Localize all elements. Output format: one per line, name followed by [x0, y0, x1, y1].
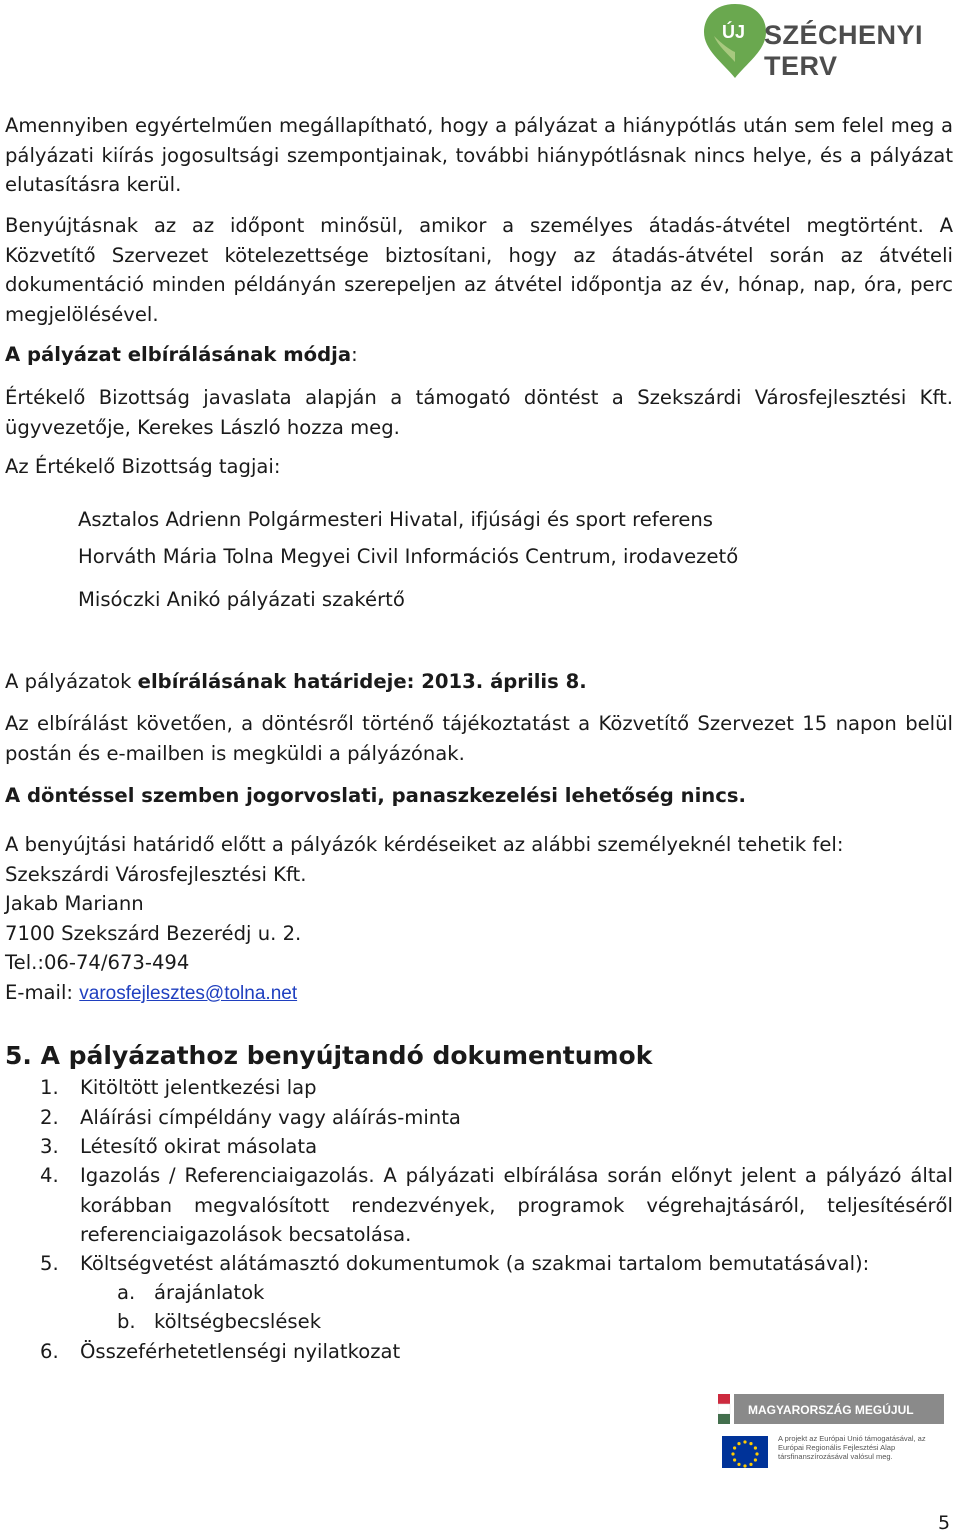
paragraph-notification: Az elbírálást követően, a döntésről történő tájékoztatást a Közvetítő Szervezet 15 napon belül postán és e-mailben is megküldi a pályázónak.: [5, 712, 953, 765]
list-item-text: Aláírási címpéldány vagy aláírás-minta: [80, 1106, 461, 1129]
logo-uj-text: ÚJ: [722, 22, 746, 42]
contact-email-link[interactable]: varosfejlesztes@tolna.net: [79, 983, 298, 1004]
list-item-number: 6.: [40, 1340, 59, 1363]
contact-email-label: E-mail:: [5, 981, 80, 1004]
list-item-text: Kitöltött jelentkezési lap: [80, 1076, 317, 1099]
page-number: 5: [938, 1512, 951, 1534]
evaluation-deadline: [5, 667, 953, 697]
contact-email-line: [5, 978, 953, 1009]
contact-name: Jakab Mariann: [5, 892, 144, 915]
paragraph-committee-members-label: Az Értékelő Bizottság tagjai:: [5, 455, 281, 478]
committee-member: Asztalos Adrienn Polgármesteri Hivatal, ifjúsági és sport referens: [78, 508, 714, 531]
contact-organization: Szekszárdi Városfejlesztési Kft.: [5, 863, 307, 886]
paragraph-submission-time: Benyújtásnak az az időpont minősül, amikor a személyes átadás-átvétel megtörtént. A Közvetítő Szervezet kötelezettsége biztosítani, hogy az átadás-átvétel során az átvételi dokumentáció minden példányán szerepeljen az átvétel időpontja az év, hónap, nap, óra, perc megjelölésével.: [5, 214, 953, 326]
sub-list-item-text: árajánlatok: [154, 1281, 265, 1304]
committee-member: Misóczki Anikó pályázati szakértő: [78, 588, 405, 611]
list-item-text: Létesítő okirat másolata: [80, 1135, 318, 1158]
list-item-text: Összeférhetetlenségi nyilatkozat: [80, 1340, 401, 1363]
list-item-number: 5.: [40, 1252, 59, 1275]
list-item-text: Igazolás / Referenciaigazolás. A pályázati elbírálása során előnyt jelent a pályázó által korábban megvalósított rendezvények, programok végrehajtásáról, teljesítéséről referenciaigazolások becsatolása.: [80, 1164, 953, 1246]
paragraph-missing-documents: Amennyiben egyértelműen megállapítható, hogy a pályázat a hiánypótlás után sem felel meg a pályázati kiírás jogosultsági szempontjainak, további hiánypótlásnak nincs helye, és a pályázat elutasításra kerül.: [5, 114, 953, 196]
list-item-text: Költségvetést alátámasztó dokumentumok (a szakmai tartalom bemutatásával):: [80, 1252, 870, 1275]
sub-list-item-letter: b.: [117, 1310, 136, 1333]
deadline-date: elbírálásának határideje: 2013. április 8.: [137, 670, 587, 693]
sub-list-item-letter: a.: [117, 1281, 136, 1304]
committee-member: Horváth Mária Tolna Megyei Civil Információs Centrum, irodavezető: [78, 545, 739, 568]
heading-colon: :: [351, 343, 358, 366]
section-5-heading: 5. A pályázathoz benyújtandó dokumentumok: [5, 1041, 653, 1070]
contact-address: 7100 Szekszárd Bezerédj u. 2.: [5, 922, 302, 945]
paragraph-decision: Értékelő Bizottság javaslata alapján a támogató döntést a Szekszárdi Városfejlesztési Kft. ügyvezetője, Kerekes László hozza meg.: [5, 386, 953, 439]
deadline-prefix: A pályázatok: [5, 670, 138, 693]
logo-title: SZÉCHENYI TERV: [764, 20, 924, 81]
eu-funding-text: A projekt az Európai Unió támogatásával, az Európai Regionális Fejlesztési Alap társfinanszírozásával valósul meg.: [778, 1434, 926, 1461]
paragraph-no-appeal: A döntéssel szemben jogorvoslati, panaszkezelési lehetőség nincs.: [5, 784, 746, 807]
contact-intro: A benyújtási határidő előtt a pályázók kérdéseiket az alábbi személyeknél tehetik fel:: [5, 833, 844, 856]
heading-evaluation-mode-text: A pályázat elbírálásának módja: [5, 343, 352, 366]
list-item-number: 2.: [40, 1106, 59, 1129]
contact-phone: Tel.:06-74/673-494: [5, 951, 190, 974]
list-item-number: 4.: [40, 1164, 59, 1187]
banner-text: MAGYARORSZÁG MEGÚJUL: [748, 1403, 914, 1417]
list-item-number: 1.: [40, 1076, 59, 1099]
heading-evaluation-mode: [5, 340, 953, 370]
sub-list-item-text: költségbecslések: [154, 1310, 322, 1333]
list-item-number: 3.: [40, 1135, 59, 1158]
footer-eu-logos: [718, 1392, 944, 1492]
